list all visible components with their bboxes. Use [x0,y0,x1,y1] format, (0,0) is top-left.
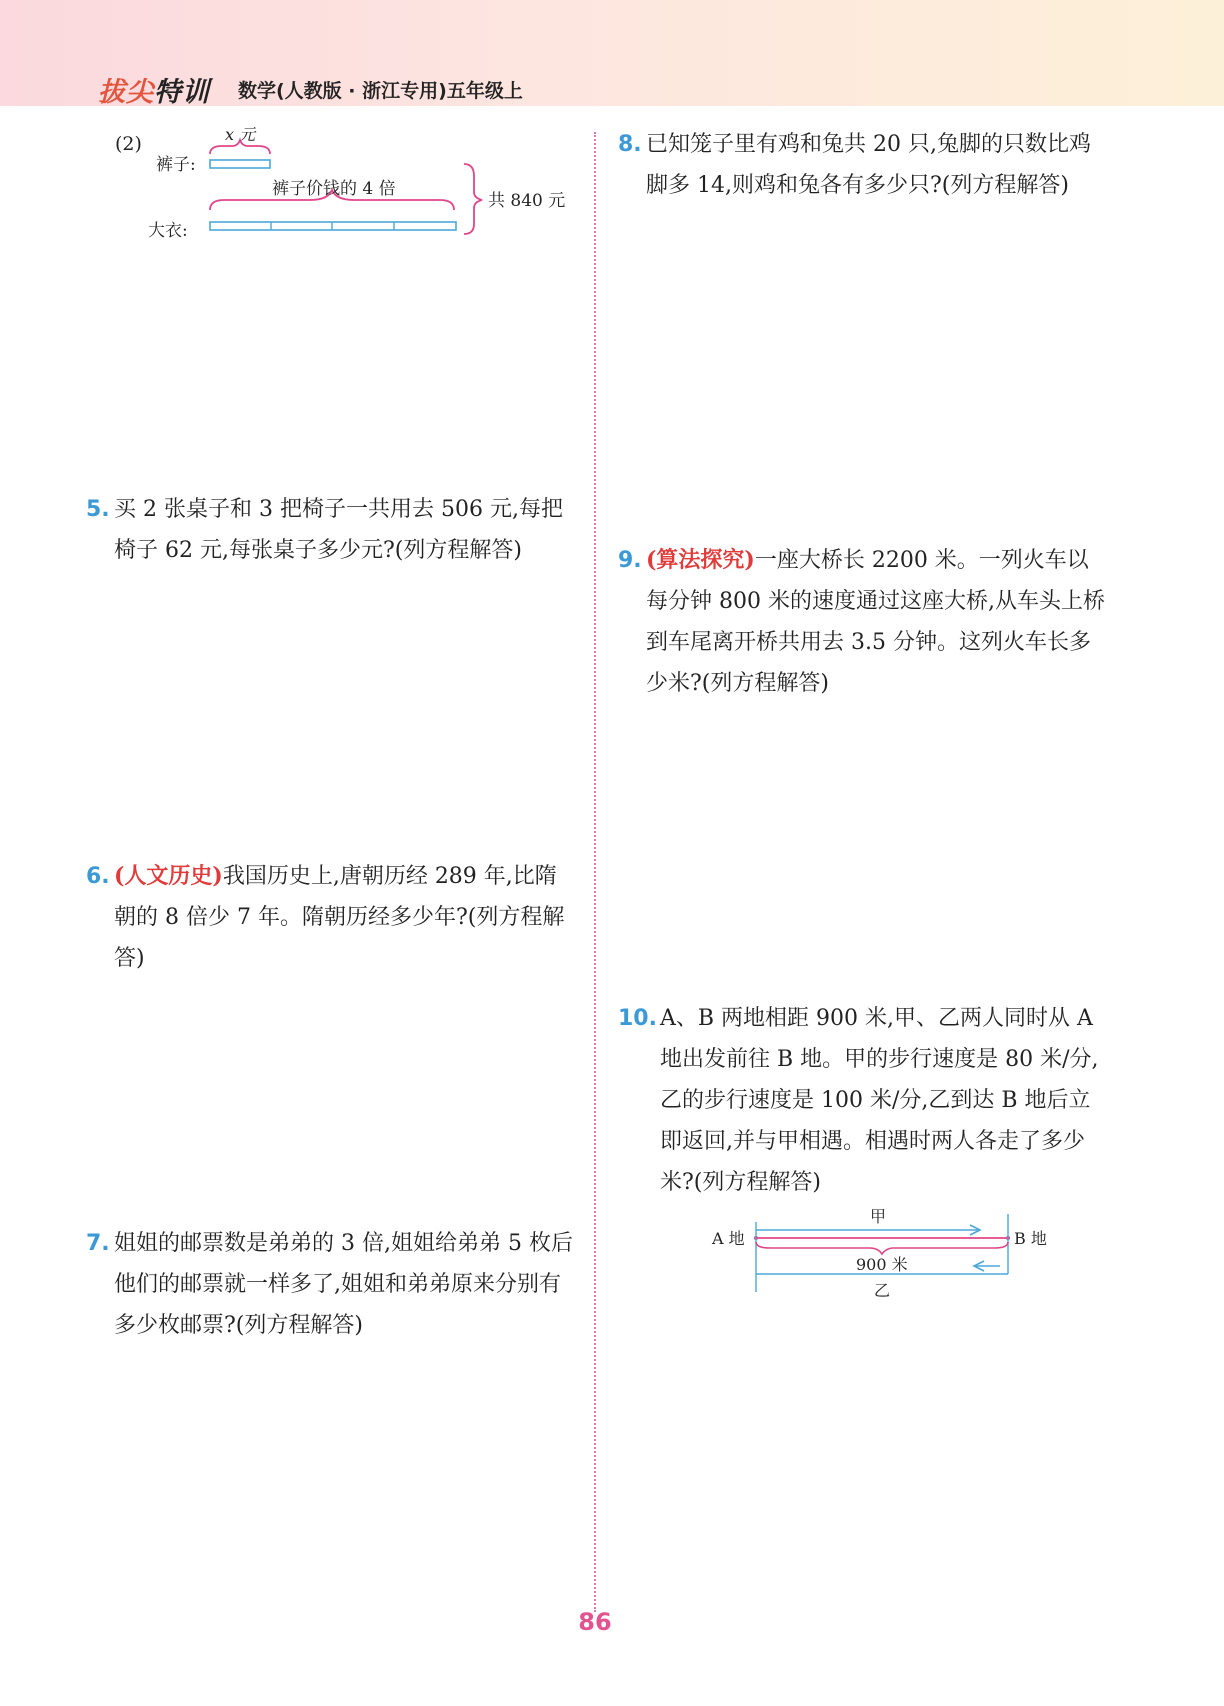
question-tag: (算法探究) [646,547,755,573]
pants-coat-diagram [100,126,580,246]
question-number: 10. [618,1006,657,1031]
question-number: 5. [86,497,110,522]
question-5 [86,489,576,571]
question-tag: (人文历史) [114,863,223,889]
brand-part2: 特训 [154,77,210,108]
brand-part1: 拔尖 [98,77,154,108]
pants-label: 裤子: [156,155,196,175]
page-header [0,0,1224,106]
question-number: 7. [86,1231,110,1256]
question-text: A、B 两地相距 900 米,甲、乙两人同时从 A 地出发前往 B 地。甲的步行速度是 80 米/分,乙的步行速度是 100 米/分,乙到达 B 地后立即返回,并与甲相遇。相遇时两人各走了多少米?(列方程解答) [660,1006,1099,1195]
subject-title: 数学(人教版 · 浙江专用)五年级上 [238,80,523,102]
question-9 [618,540,1108,704]
b-label: B 地 [1014,1229,1047,1248]
question-number: 6. [86,864,110,889]
question-7 [86,1223,576,1346]
page-number: 86 [578,1608,612,1636]
question-8 [618,124,1108,206]
question-text: 已知笼子里有鸡和兔共 20 只,兔脚的只数比鸡脚多 14,则鸡和兔各有多少只?(列方程解答) [646,132,1091,198]
question-text: 我国历史上,唐朝历经 289 年,比隋朝的 8 倍少 7 年。隋朝历经多少年?(列方程解答) [114,864,565,971]
question-text: 姐姐的邮票数是弟弟的 3 倍,姐姐给弟弟 5 枚后他们的邮票就一样多了,姐姐和弟弟原来分别有多少枚邮票?(列方程解答) [114,1231,573,1338]
coat-label: 大衣: [148,221,188,241]
coat-brace-label: 裤子价钱的 4 倍 [272,179,396,199]
jia-label: 甲 [870,1207,887,1226]
total-label: 共 840 元 [488,191,566,211]
pants-brace [210,140,270,154]
question-10 [618,998,1108,1203]
pants-bar [210,160,270,168]
yi-label: 乙 [874,1281,891,1300]
brand-logo [98,70,210,109]
diagram-part-label: (2) [115,133,142,155]
x-yuan-label: x 元 [225,126,256,144]
question-text: 买 2 张桌子和 3 把椅子一共用去 506 元,每把椅子 62 元,每张桌子多少元?(列方程解答) [114,497,563,563]
total-brace [464,164,482,234]
question-number: 8. [618,132,642,157]
distance-label: 900 米 [856,1255,908,1274]
coat-bar [210,222,456,230]
a-label: A 地 [712,1229,745,1248]
route-diagram [700,1200,1060,1310]
column-divider [594,132,596,1612]
distance-brace [756,1242,1008,1254]
question-number: 9. [618,548,642,573]
question-6 [86,856,576,979]
question-text: 一座大桥长 2200 米。一列火车以每分钟 800 米的速度通过这座大桥,从车头上桥到车尾离开桥共用去 3.5 分钟。这列火车长多少米?(列方程解答) [646,548,1105,696]
